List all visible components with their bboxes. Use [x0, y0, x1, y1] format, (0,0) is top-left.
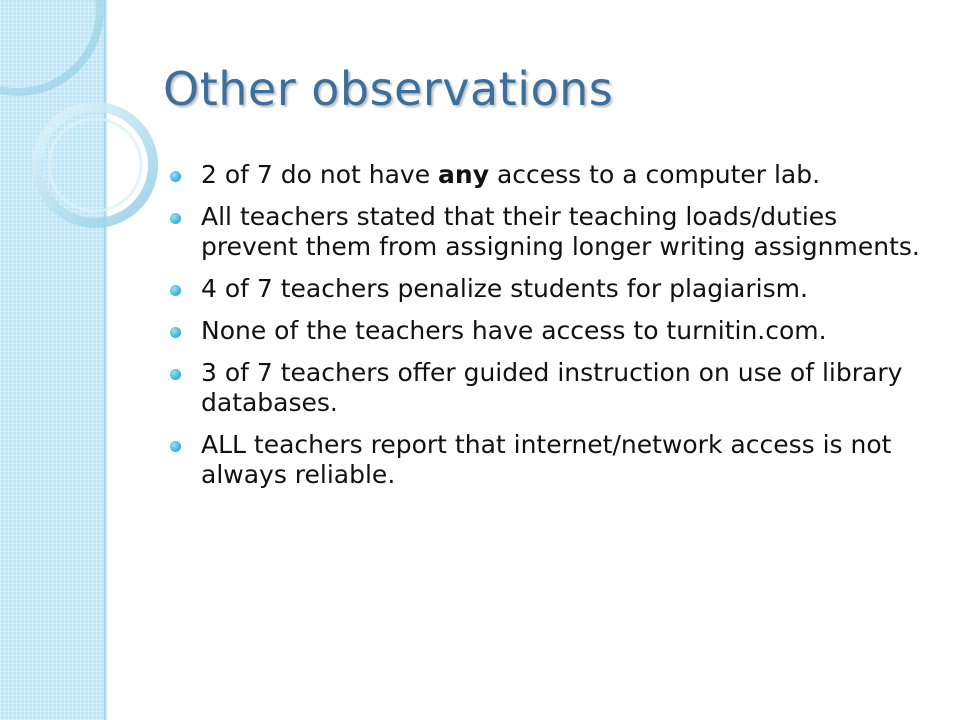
bullet-dot-icon	[170, 285, 181, 296]
bullet-item-network-reliability	[170, 430, 940, 490]
bullet-item-library-databases	[170, 358, 940, 418]
bullet-dot-icon	[170, 369, 181, 380]
bullet-text-part: access to a computer lab.	[489, 160, 821, 189]
bullet-item-teaching-loads	[170, 202, 940, 262]
bullet-dot-icon	[170, 327, 181, 338]
bullet-text: None of the teachers have access to turnitin.com.	[201, 316, 827, 345]
bullet-item-lab-access	[170, 160, 940, 190]
decorative-rings	[0, 0, 160, 280]
bullet-item-turnitin	[170, 316, 940, 346]
bullet-text-part: 2 of 7 do not have	[201, 160, 439, 189]
bullet-text: All teachers stated that their teaching loads/duties prevent them from assigning longer writing assignments.	[201, 202, 920, 261]
bullet-item-plagiarism	[170, 274, 940, 304]
bullet-dot-icon	[170, 213, 181, 224]
bullet-text: ALL teachers report that internet/network access is not always reliable.	[201, 430, 892, 489]
bullet-text: 4 of 7 teachers penalize students for plagiarism.	[201, 274, 808, 303]
bullet-text: 3 of 7 teachers offer guided instruction on use of library databases.	[201, 358, 903, 417]
bullet-dot-icon	[170, 441, 181, 452]
bullet-dot-icon	[170, 171, 181, 182]
slide-title: Other observations	[163, 62, 614, 116]
bullet-emphasis: any	[438, 160, 490, 189]
bullet-list	[170, 160, 940, 502]
